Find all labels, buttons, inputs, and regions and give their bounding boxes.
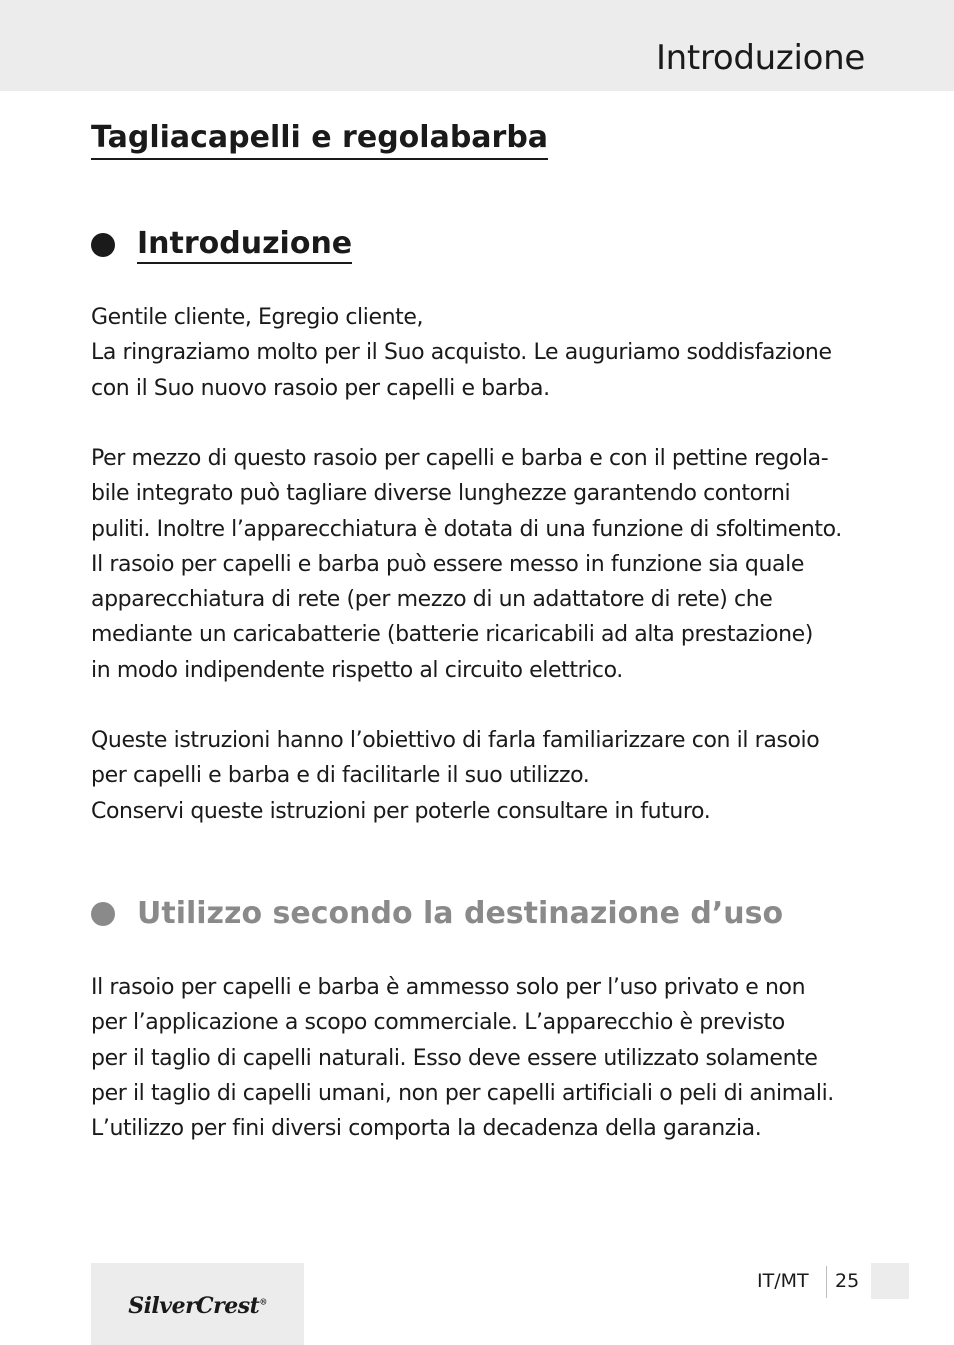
paragraph-instructions [91,723,871,829]
paragraph-description [91,441,871,688]
text-line: Queste istruzioni hanno l’obiettivo di farla familiarizzare con il rasoio [91,728,820,753]
section-title: Utilizzo secondo la destinazione d’uso [137,896,784,931]
footer-language: IT/MT [757,1270,809,1292]
text-line: in modo indipendente rispetto al circuito elettrico. [91,657,623,683]
running-header-title: Introduzione [655,38,865,78]
text-line: con il Suo nuovo rasoio per capelli e barba. [91,375,550,401]
text-line: mediante un caricabatterie (batterie ricaricabili ad alta prestazione) [91,622,813,648]
text-line: Gentile cliente, Egregio cliente, [91,305,424,330]
section-heading-introduction [91,225,352,265]
footer-tab-marker [871,1263,909,1299]
brand-name: SilverCrest [128,1293,260,1319]
text-line: apparecchiatura di rete (per mezzo di un adattatore di rete) che [91,587,773,613]
text-line: Conservi queste istruzioni per poterle consultare in futuro. [91,798,711,824]
text-line: Il rasoio per capelli e barba è ammesso solo per l’uso privato e non [91,975,806,1000]
text-line: Per mezzo di questo rasoio per capelli e barba e con il pettine regola- [91,446,829,471]
bullet-icon [91,902,115,926]
footer-divider [826,1266,827,1298]
text-line: puliti. Inoltre l’apparecchiatura è dotata di una funzione di sfoltimento. [91,516,842,542]
bullet-icon [91,233,115,257]
text-line: L’utilizzo per fini diversi comporta la decadenza della garanzia. [91,1116,762,1142]
section-title: Introduzione [137,226,352,264]
text-line: bile integrato può tagliare diverse lunghezze garantendo contorni [91,481,791,507]
paragraph-greeting [91,300,871,406]
text-line: per l’applicazione a scopo commerciale. L’apparecchio è previsto [91,1010,785,1036]
section-heading-intended-use [91,894,783,934]
paragraph-intended-use [91,970,871,1146]
registered-mark: ® [259,1296,267,1307]
brand-logo-text [128,1293,267,1319]
document-title: Tagliacapelli e regolabarba [91,120,548,160]
page-number: 25 [835,1270,860,1292]
text-line: per il taglio di capelli naturali. Esso deve essere utilizzato solamente [91,1045,818,1071]
text-line: per capelli e barba e di facilitarle il suo utilizzo. [91,763,590,789]
text-line: La ringraziamo molto per il Suo acquisto. Le auguriamo soddisfazione [91,340,832,366]
brand-logo [91,1263,304,1345]
text-line: Il rasoio per capelli e barba può essere messo in funzione sia quale [91,551,804,577]
text-line: per il taglio di capelli umani, non per capelli artificiali o peli di animali. [91,1080,834,1106]
